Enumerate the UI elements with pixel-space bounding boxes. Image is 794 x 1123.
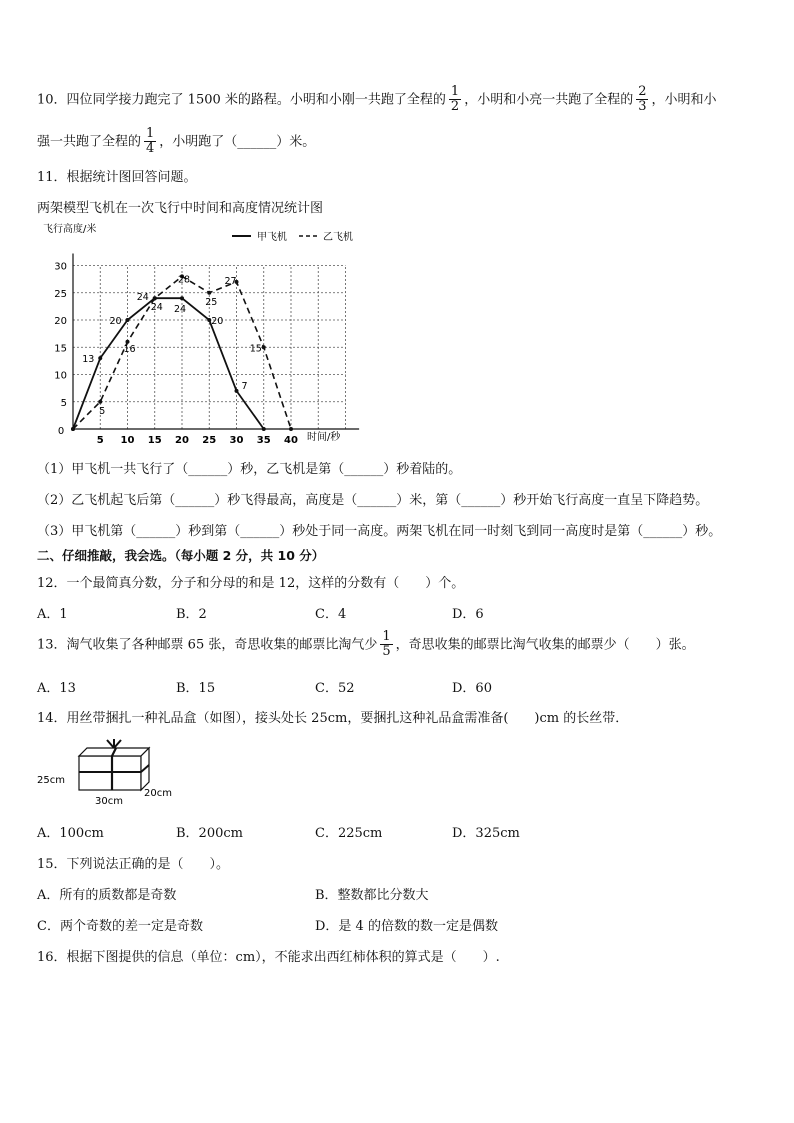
x-tick-label: 10 [120,435,135,443]
q10-text-e: ，小明跑了（______）米。 [159,134,316,150]
gift-box-figure [37,738,197,808]
x-tick-label: 5 [96,435,104,443]
series-yi-point [289,427,293,431]
fraction-one-quarter: $\frac{1}{4}$ [146,126,155,157]
q13-option-a[interactable]: A．13 [37,681,76,696]
fraction-one-half: $\frac{1}{2}$ [450,84,460,115]
x-tick-label: 25 [202,435,217,443]
q14-option-c[interactable]: C．225cm [315,826,383,841]
y-tick-label: 5 [60,397,67,409]
series-jia-label: 20 [109,316,122,327]
series-jia-point [262,427,266,431]
y-tick-label: 30 [54,261,67,273]
series-yi-point [71,427,75,431]
series-yi-label: 15 [249,343,262,355]
x-tick-label: 20 [175,435,189,443]
q11-sub1: （1）甲飞机一共飞行了（______）秒，乙飞机是第（______）秒着陆的。 [37,462,462,477]
y-tick-label: 25 [54,288,67,300]
series-yi-label: 24 [150,302,163,314]
q14-option-a[interactable]: A．100cm [37,826,104,841]
series-jia-point [180,296,184,300]
q11-sub3: （3）甲飞机第（______）秒到第（______）秒处于同一高度。两架飞机在同一时刻飞到同一高度时是第（______）秒。 [37,524,722,539]
q10-text-a: 10．四位同学接力跑完了 1500 米的路程。小明和小刚一共跑了全程的 [37,92,446,108]
q10-line1 [37,85,717,115]
q15-option-a[interactable]: A．所有的质数都是奇数 [37,888,177,903]
series-yi-point [98,400,102,404]
q12-option-d[interactable]: D．6 [452,607,484,622]
series-yi-label: 27 [224,275,237,287]
y-tick-label: 15 [54,343,67,355]
series-yi-point [153,296,157,300]
chart-legend [232,230,353,243]
box-length-label: 30cm [95,796,123,807]
series-yi-label: 25 [205,296,218,308]
series-jia-label: 24 [173,304,187,316]
q11-sub2: （2）乙飞机起飞后第（______）秒飞得最高，高度是（______）米，第（______）秒开始飞行高度一直呈下降趋势。 [37,493,709,508]
chart-axes [73,254,359,430]
q13-text-b: ，奇思收集的邮票比淘气收集的邮票少（ ）张。 [395,637,695,653]
q13-text-a: 13．淘气收集了各种邮票 65 张，奇思收集的邮票比淘气少 [37,637,378,653]
series-yi-label: 5 [99,405,106,417]
section-heading: 二、仔细推敲，我会选。（每小题 2 分，共 10 分） [37,548,325,563]
q15-option-c[interactable]: C．两个奇数的差一定是奇数 [37,919,203,934]
y-tick-label: 10 [54,370,67,382]
q10-text-c: ，小明和小 [651,92,717,108]
legend-yi: 乙飞机 [323,232,353,243]
q10-text-b: ，小明和小亮一共跑了全程的 [464,92,634,108]
q12-option-b[interactable]: B．2 [176,607,207,622]
y-tick-label: 20 [54,316,67,327]
series-yi-label: 16 [123,343,136,355]
q10-text-d: 强一共跑了全程的 [37,134,142,150]
series-jia-point [98,356,102,360]
origin-label: 0 [57,426,65,437]
fraction-two-thirds: $\frac{2}{3}$ [638,84,647,115]
x-axis-label: 时间/秒 [307,432,341,443]
q13-option-b[interactable]: B．15 [176,681,216,696]
series-jia-label: 24 [136,292,149,304]
series-jia-point [235,389,239,393]
series-yi-point [262,345,266,349]
y-axis-label: 飞行高度/米 [43,224,97,235]
legend-jia: 甲飞机 [257,232,287,243]
q11-title: 11．根据统计图回答问题。 [37,170,197,185]
fraction-one-fifth: $\frac{1}{5}$ [382,629,391,660]
q12-option-c[interactable]: C．4 [315,607,347,622]
series-yi-point [207,291,211,295]
chart-caption: 两架模型飞机在一次飞行中时间和高度情况统计图 [37,201,324,216]
chart-grid [73,266,346,430]
x-tick-label: 35 [256,435,271,443]
q13-option-d[interactable]: D．60 [452,681,492,696]
series-jia-label: 20 [211,316,224,327]
x-tick-label: 15 [147,435,162,443]
x-tick-label: 30 [229,435,244,443]
q15-stem: 15．下列说法正确的是（ ）。 [37,857,230,872]
series-jia-point [126,318,130,322]
q15-option-b[interactable]: B．整数都比分数大 [315,888,429,903]
q13-stem [37,630,695,660]
q14-option-d[interactable]: D．325cm [452,826,520,841]
series-jia-label: 7 [241,380,248,392]
series-yi-label: 28 [177,274,191,286]
q13-option-c[interactable]: C．52 [315,681,355,696]
q10-line2 [37,127,315,157]
q12-option-a[interactable]: A．1 [37,607,68,622]
series-jia-label: 13 [82,354,95,366]
box-width-label: 20cm [144,788,172,799]
q14-stem: 14．用丝带捆扎一种礼品盒（如图），接头处长 25cm，要捆扎这种礼品盒需准备( )cm 的长丝带． [37,711,629,726]
q15-option-d[interactable]: D．是 4 的倍数的数一定是偶数 [315,919,498,934]
q16-stem: 16．根据下图提供的信息（单位：cm），不能求出西红柿体积的算式是（ ）. [37,950,500,965]
q12-stem: 12．一个最简真分数，分子和分母的和是 12，这样的分数有（ ）个。 [37,576,465,591]
q14-option-b[interactable]: B．200cm [176,826,243,841]
box-height-label: 25cm [37,775,65,786]
x-tick-label: 40 [284,435,298,443]
line-chart [37,218,367,443]
